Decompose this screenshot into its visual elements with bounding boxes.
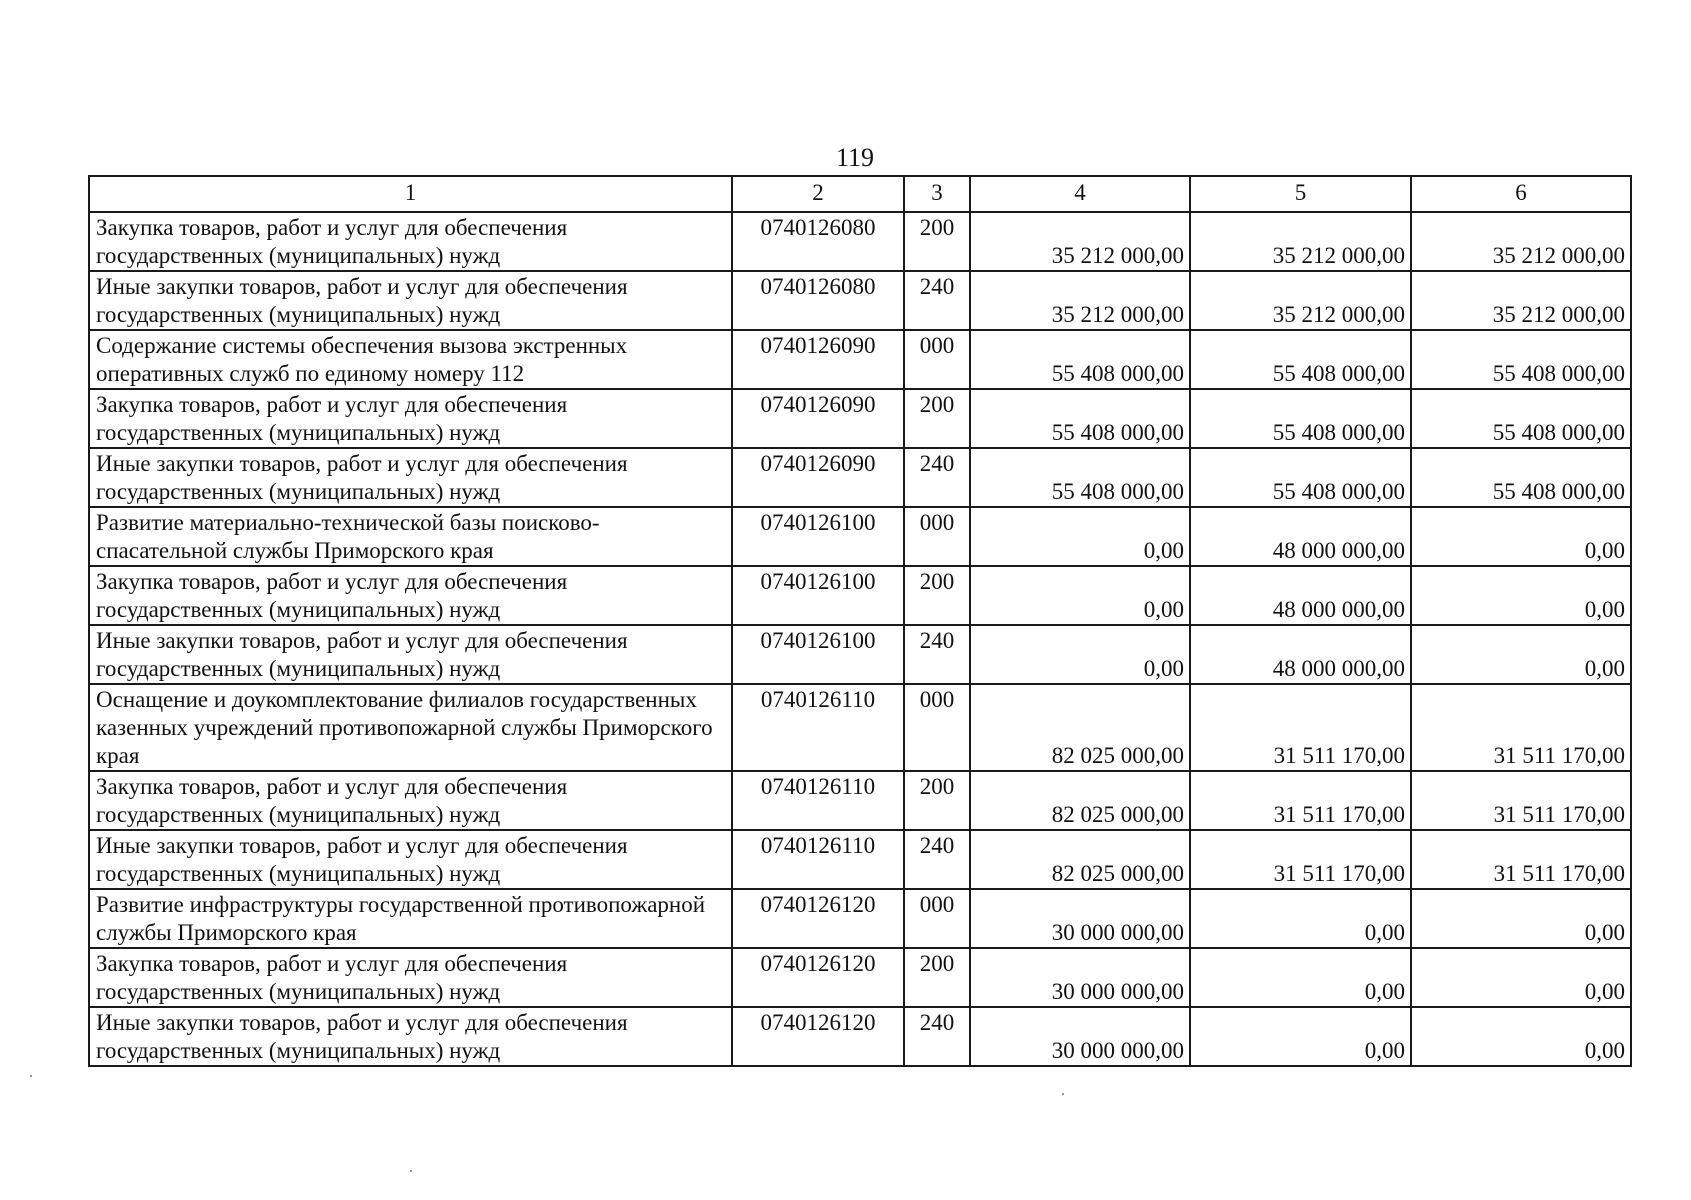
- row-target-code: 0740126080: [732, 271, 904, 330]
- row-amount-col-6: 31 511 170,00: [1411, 771, 1631, 830]
- table-row: [89, 889, 1631, 948]
- table-row: [89, 507, 1631, 566]
- row-amount-col-5: 48 000 000,00: [1190, 566, 1411, 625]
- row-amount-col-6: 35 212 000,00: [1411, 271, 1631, 330]
- row-description: Развитие материально-технической базы поисково-спасательной службы Приморского края: [89, 507, 732, 566]
- table-row: [89, 948, 1631, 1007]
- row-target-code: 0740126110: [732, 771, 904, 830]
- column-header-3: 3: [904, 176, 970, 212]
- row-expense-type: 240: [904, 830, 970, 889]
- table-row: [89, 1007, 1631, 1066]
- row-expense-type: 240: [904, 271, 970, 330]
- row-amount-col-5: 0,00: [1190, 889, 1411, 948]
- row-target-code: 0740126110: [732, 684, 904, 771]
- row-amount-col-4: 82 025 000,00: [970, 684, 1190, 771]
- row-expense-type: 240: [904, 448, 970, 507]
- row-expense-type: 200: [904, 389, 970, 448]
- row-amount-col-4: 82 025 000,00: [970, 830, 1190, 889]
- row-expense-type: 200: [904, 771, 970, 830]
- scan-speck: [410, 1170, 412, 1172]
- row-amount-col-5: 35 212 000,00: [1190, 271, 1411, 330]
- row-description: Иные закупки товаров, работ и услуг для обеспечения государственных (муниципальных) нужд: [89, 625, 732, 684]
- column-header-2: 2: [732, 176, 904, 212]
- row-target-code: 0740126120: [732, 889, 904, 948]
- row-expense-type: 000: [904, 330, 970, 389]
- row-description: Закупка товаров, работ и услуг для обеспечения государственных (муниципальных) нужд: [89, 771, 732, 830]
- row-expense-type: 000: [904, 889, 970, 948]
- row-amount-col-5: 31 511 170,00: [1190, 771, 1411, 830]
- row-description: Содержание системы обеспечения вызова экстренных оперативных служб по единому номеру 112: [89, 330, 732, 389]
- row-target-code: 0740126100: [732, 507, 904, 566]
- row-expense-type: 200: [904, 566, 970, 625]
- row-amount-col-4: 55 408 000,00: [970, 448, 1190, 507]
- table-row: [89, 830, 1631, 889]
- table-row: [89, 448, 1631, 507]
- row-description: Закупка товаров, работ и услуг для обеспечения государственных (муниципальных) нужд: [89, 389, 732, 448]
- row-description: Иные закупки товаров, работ и услуг для обеспечения государственных (муниципальных) нужд: [89, 1007, 732, 1066]
- table-row: [89, 330, 1631, 389]
- column-header-4: 4: [970, 176, 1190, 212]
- row-amount-col-6: 31 511 170,00: [1411, 830, 1631, 889]
- row-target-code: 0740126100: [732, 625, 904, 684]
- row-description: Иные закупки товаров, работ и услуг для обеспечения государственных (муниципальных) нужд: [89, 271, 732, 330]
- row-amount-col-4: 30 000 000,00: [970, 889, 1190, 948]
- row-amount-col-4: 55 408 000,00: [970, 389, 1190, 448]
- row-amount-col-6: 0,00: [1411, 507, 1631, 566]
- row-description: Закупка товаров, работ и услуг для обеспечения государственных (муниципальных) нужд: [89, 948, 732, 1007]
- scan-speck: [1062, 1093, 1064, 1095]
- row-amount-col-6: 55 408 000,00: [1411, 448, 1631, 507]
- column-header-5: 5: [1190, 176, 1411, 212]
- row-amount-col-5: 31 511 170,00: [1190, 830, 1411, 889]
- row-description: Иные закупки товаров, работ и услуг для обеспечения государственных (муниципальных) нужд: [89, 830, 732, 889]
- row-amount-col-5: 0,00: [1190, 1007, 1411, 1066]
- row-amount-col-5: 55 408 000,00: [1190, 448, 1411, 507]
- row-expense-type: 000: [904, 684, 970, 771]
- budget-table: [88, 175, 1632, 1067]
- row-target-code: 0740126120: [732, 1007, 904, 1066]
- row-amount-col-5: 55 408 000,00: [1190, 389, 1411, 448]
- row-target-code: 0740126080: [732, 212, 904, 271]
- row-amount-col-6: 0,00: [1411, 1007, 1631, 1066]
- row-amount-col-6: 55 408 000,00: [1411, 389, 1631, 448]
- row-amount-col-6: 0,00: [1411, 566, 1631, 625]
- row-description: Оснащение и доукомплектование филиалов государственных казенных учреждений противопожарной службы Приморского края: [89, 684, 732, 771]
- row-expense-type: 240: [904, 625, 970, 684]
- row-description: Иные закупки товаров, работ и услуг для обеспечения государственных (муниципальных) нужд: [89, 448, 732, 507]
- row-target-code: 0740126090: [732, 330, 904, 389]
- row-amount-col-4: 0,00: [970, 566, 1190, 625]
- row-amount-col-5: 48 000 000,00: [1190, 507, 1411, 566]
- row-amount-col-5: 31 511 170,00: [1190, 684, 1411, 771]
- row-amount-col-4: 30 000 000,00: [970, 1007, 1190, 1066]
- row-amount-col-5: 48 000 000,00: [1190, 625, 1411, 684]
- table-row: [89, 771, 1631, 830]
- row-description: Закупка товаров, работ и услуг для обеспечения государственных (муниципальных) нужд: [89, 212, 732, 271]
- row-amount-col-5: 35 212 000,00: [1190, 212, 1411, 271]
- table-row: [89, 684, 1631, 771]
- row-amount-col-4: 35 212 000,00: [970, 271, 1190, 330]
- row-amount-col-6: 35 212 000,00: [1411, 212, 1631, 271]
- row-amount-col-5: 0,00: [1190, 948, 1411, 1007]
- header-row: [89, 176, 1631, 212]
- row-expense-type: 200: [904, 212, 970, 271]
- row-target-code: 0740126120: [732, 948, 904, 1007]
- row-expense-type: 000: [904, 507, 970, 566]
- row-amount-col-6: 0,00: [1411, 889, 1631, 948]
- row-target-code: 0740126100: [732, 566, 904, 625]
- table-row: [89, 625, 1631, 684]
- table-row: [89, 212, 1631, 271]
- row-amount-col-6: 0,00: [1411, 625, 1631, 684]
- table-row: [89, 566, 1631, 625]
- row-expense-type: 240: [904, 1007, 970, 1066]
- row-amount-col-4: 55 408 000,00: [970, 330, 1190, 389]
- row-target-code: 0740126090: [732, 448, 904, 507]
- column-header-1: 1: [89, 176, 732, 212]
- row-target-code: 0740126090: [732, 389, 904, 448]
- row-amount-col-6: 55 408 000,00: [1411, 330, 1631, 389]
- row-expense-type: 200: [904, 948, 970, 1007]
- row-description: Развитие инфраструктуры государственной противопожарной службы Приморского края: [89, 889, 732, 948]
- row-description: Закупка товаров, работ и услуг для обеспечения государственных (муниципальных) нужд: [89, 566, 732, 625]
- column-header-6: 6: [1411, 176, 1631, 212]
- table-row: [89, 389, 1631, 448]
- row-amount-col-4: 35 212 000,00: [970, 212, 1190, 271]
- row-amount-col-5: 55 408 000,00: [1190, 330, 1411, 389]
- table-row: [89, 271, 1631, 330]
- row-amount-col-6: 0,00: [1411, 948, 1631, 1007]
- row-amount-col-6: 31 511 170,00: [1411, 684, 1631, 771]
- row-amount-col-4: 0,00: [970, 625, 1190, 684]
- table-body: [89, 212, 1631, 1066]
- row-amount-col-4: 0,00: [970, 507, 1190, 566]
- page-number: 119: [835, 143, 875, 172]
- row-amount-col-4: 30 000 000,00: [970, 948, 1190, 1007]
- row-amount-col-4: 82 025 000,00: [970, 771, 1190, 830]
- row-target-code: 0740126110: [732, 830, 904, 889]
- scan-speck: [30, 1075, 32, 1077]
